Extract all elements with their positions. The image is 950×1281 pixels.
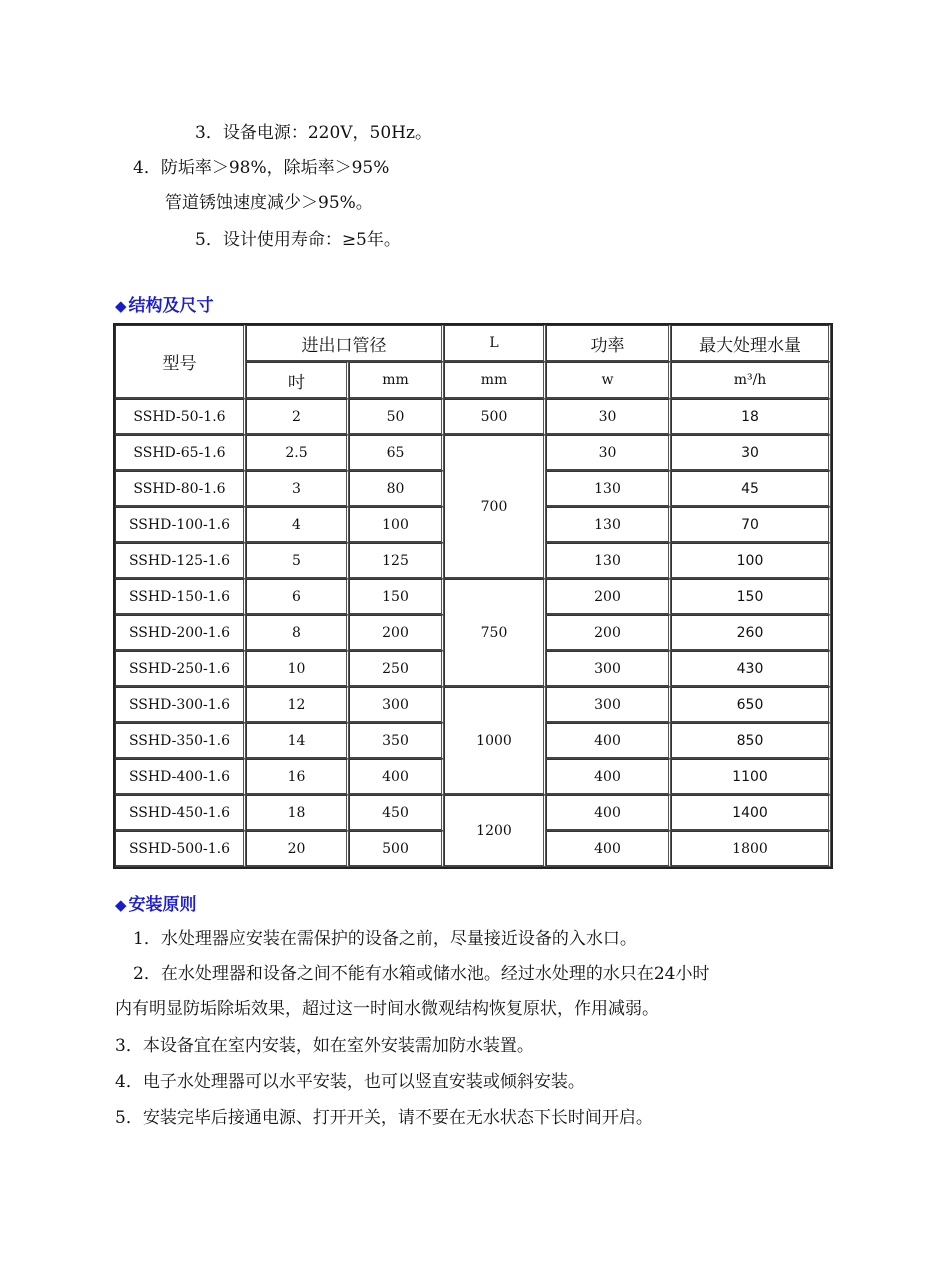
header-power: 功率 (546, 325, 671, 362)
section-heading-structure (115, 291, 214, 316)
cell-model: SSHD-300-1.6 (115, 687, 246, 723)
cell-L: 1200 (444, 795, 546, 867)
cell-L: 500 (444, 399, 546, 435)
unit-inch: 吋 (246, 362, 349, 399)
cell-power: 130 (546, 471, 671, 507)
cell-inch: 16 (246, 759, 349, 795)
header-L: L (444, 325, 546, 362)
unit-mm: mm (349, 362, 444, 399)
cell-mm: 450 (349, 795, 444, 831)
install-item: 2．在水处理器和设备之间不能有水箱或储水池。经过水处理的水只在24小时 (133, 964, 710, 984)
header-model: 型号 (115, 325, 246, 399)
cell-inch: 5 (246, 543, 349, 579)
cell-inch: 14 (246, 723, 349, 759)
cell-power: 300 (546, 651, 671, 687)
cell-mm: 65 (349, 435, 444, 471)
cell-mm: 400 (349, 759, 444, 795)
spec-item-power: 3．设备电源：220V，50Hz。 (195, 123, 432, 143)
cell-flow: 850 (671, 723, 831, 759)
cell-inch: 3 (246, 471, 349, 507)
install-item: 3．本设备宜在室内安装，如在室外安装需加防水装置。 (115, 1036, 534, 1056)
cell-power: 400 (546, 723, 671, 759)
cell-flow: 1800 (671, 831, 831, 867)
cell-model: SSHD-500-1.6 (115, 831, 246, 867)
cell-flow: 70 (671, 507, 831, 543)
table-row (115, 579, 831, 615)
cell-L: 700 (444, 435, 546, 579)
cell-power: 30 (546, 435, 671, 471)
section-title: 结构及尺寸 (128, 296, 214, 316)
cell-flow: 18 (671, 399, 831, 435)
cell-mm: 125 (349, 543, 444, 579)
cell-model: SSHD-150-1.6 (115, 579, 246, 615)
cell-flow: 1100 (671, 759, 831, 795)
cell-flow: 45 (671, 471, 831, 507)
cell-model: SSHD-400-1.6 (115, 759, 246, 795)
install-item: 5．安装完毕后接通电源、打开开关，请不要在无水状态下长时间开启。 (115, 1108, 653, 1128)
cell-model: SSHD-350-1.6 (115, 723, 246, 759)
cell-mm: 300 (349, 687, 444, 723)
cell-L: 1000 (444, 687, 546, 795)
header-pipe: 进出口管径 (246, 325, 444, 362)
cell-flow: 430 (671, 651, 831, 687)
cell-mm: 80 (349, 471, 444, 507)
install-item: 内有明显防垢除垢效果，超过这一时间水微观结构恢复原状，作用减弱。 (115, 999, 659, 1019)
cell-inch: 8 (246, 615, 349, 651)
cell-power: 200 (546, 615, 671, 651)
cell-mm: 50 (349, 399, 444, 435)
header-flow: 最大处理水量 (671, 325, 831, 362)
cell-mm: 200 (349, 615, 444, 651)
cell-flow: 1400 (671, 795, 831, 831)
install-item: 1．水处理器应安装在需保护的设备之前，尽量接近设备的入水口。 (133, 929, 637, 949)
cell-flow: 260 (671, 615, 831, 651)
cell-model: SSHD-450-1.6 (115, 795, 246, 831)
unit-L: mm (444, 362, 546, 399)
spec-table (113, 323, 833, 869)
cell-flow: 100 (671, 543, 831, 579)
unit-flow: m³/h (671, 362, 831, 399)
spec-item-rate: 4．防垢率＞98%，除垢率＞95% (133, 158, 390, 178)
spec-item-corrosion: 管道锈蚀速度减少＞95%。 (165, 193, 373, 213)
table-row (115, 795, 831, 831)
diamond-icon: ◆ (115, 896, 127, 914)
cell-model: SSHD-100-1.6 (115, 507, 246, 543)
cell-mm: 250 (349, 651, 444, 687)
cell-flow: 30 (671, 435, 831, 471)
cell-inch: 4 (246, 507, 349, 543)
cell-inch: 12 (246, 687, 349, 723)
cell-model: SSHD-65-1.6 (115, 435, 246, 471)
cell-mm: 500 (349, 831, 444, 867)
cell-mm: 100 (349, 507, 444, 543)
cell-power: 400 (546, 795, 671, 831)
cell-inch: 2.5 (246, 435, 349, 471)
cell-model: SSHD-125-1.6 (115, 543, 246, 579)
unit-power: w (546, 362, 671, 399)
section-heading-install (115, 890, 197, 915)
cell-mm: 150 (349, 579, 444, 615)
table-row (115, 435, 831, 471)
cell-model: SSHD-200-1.6 (115, 615, 246, 651)
cell-flow: 650 (671, 687, 831, 723)
install-item: 4．电子水处理器可以水平安装，也可以竖直安装或倾斜安装。 (115, 1072, 585, 1092)
diamond-icon: ◆ (115, 297, 127, 315)
cell-inch: 2 (246, 399, 349, 435)
cell-mm: 350 (349, 723, 444, 759)
cell-model: SSHD-50-1.6 (115, 399, 246, 435)
cell-power: 300 (546, 687, 671, 723)
cell-model: SSHD-80-1.6 (115, 471, 246, 507)
table-header-row (115, 325, 831, 362)
cell-power: 130 (546, 543, 671, 579)
cell-flow: 150 (671, 579, 831, 615)
cell-model: SSHD-250-1.6 (115, 651, 246, 687)
cell-power: 30 (546, 399, 671, 435)
cell-inch: 18 (246, 795, 349, 831)
cell-inch: 6 (246, 579, 349, 615)
section-title: 安装原则 (128, 895, 197, 915)
table-row (115, 399, 831, 435)
spec-item-lifetime: 5．设计使用寿命：≥5年。 (195, 230, 401, 250)
cell-power: 400 (546, 759, 671, 795)
table-row (115, 687, 831, 723)
cell-power: 130 (546, 507, 671, 543)
cell-power: 200 (546, 579, 671, 615)
cell-inch: 10 (246, 651, 349, 687)
cell-inch: 20 (246, 831, 349, 867)
cell-power: 400 (546, 831, 671, 867)
cell-L: 750 (444, 579, 546, 687)
